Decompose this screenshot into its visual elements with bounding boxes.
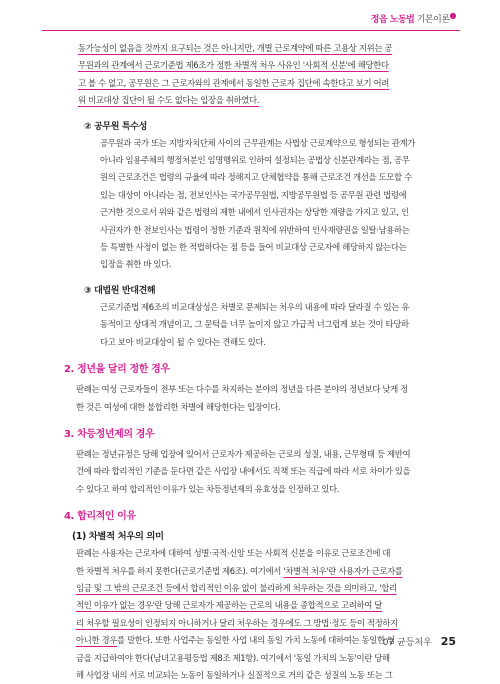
section-4-line: 금을 지급하여야 한다(남녀고용평등법 제8조 제1항). 여기에서 '동일 가치의 노동'이란 당해	[76, 652, 390, 663]
header-rule	[42, 30, 460, 31]
section-3-line: 판례는 정년규정은 당해 업장에 있어서 근로자가 제공하는 근로의 성질, 내용, 근무형태 등 제반여	[76, 448, 411, 459]
intro-line: 고 볼 수 없고, 공무원은 그 근로자와의 관계에서 동일한 근로자 집단에 속한다고 보기 어려	[78, 77, 390, 88]
section-2-title: 정년을 달리 정한 경우	[77, 364, 170, 376]
section-3-line: 건에 따라 합리적인 기준을 둔다면 같은 사업장 내에서도 직책 또는 직급에 따라 서로 차이가 있을	[76, 466, 411, 477]
intro-paragraph	[78, 40, 450, 110]
item-3-line: 다고 보아 비교대상이 될 수 있다는 견해도 있다.	[100, 336, 266, 347]
page-content	[64, 40, 450, 684]
item-2-line: 입장을 취한 바 있다.	[100, 259, 172, 270]
header-accent: 정읍 노동법	[370, 15, 415, 25]
section-2-heading	[64, 361, 450, 379]
item-2-marker: ②	[84, 121, 92, 132]
footer-chapter: 07 균등처우	[382, 638, 432, 648]
section-2-line: 한 것은 여성에 대한 불합리한 차별에 해당한다는 입장이다.	[76, 401, 281, 412]
section-4-line: 판례는 사용자는 근로자에 대하여 성별·국적·신앙 또는 사회적 신분을 이유로 근로조건에 대	[76, 548, 391, 559]
item-2-line: 근거한 것으로서 위와 같은 법령의 제한 내에서 인사권자는 상당한 재량을 가지고 있고, 인	[100, 207, 409, 218]
section-4-title: 합리적인 이유	[77, 511, 136, 523]
header-dot-icon: ●	[449, 11, 456, 20]
item-2-body	[100, 135, 450, 274]
item-2-heading	[84, 119, 450, 135]
section-4-underlined-line: 임금 및 그 밖의 근로조건 등에서 합리적인 이유 없이 불리하게 처우하는 것을 의미하고, '합리	[76, 582, 397, 593]
item-3-line: 근로기준법 제6조의 비교대상성은 차별로 문제되는 처우의 내용에 따라 달라질 수 있는 유	[100, 301, 410, 312]
section-2-line: 판례는 여성 근로자들이 전부 또는 다수를 차지하는 분야의 정년을 다른 분야의 정년보다 낮게 정	[76, 384, 408, 395]
item-3-heading	[84, 283, 450, 299]
section-4-line: 해 사업장 내의 서로 비교되는 노동이 동일하거나 실질적으로 거의 같은 성질의 노동 또는 그	[76, 669, 393, 680]
section-4-underlined-phrase: 아니한 경우	[76, 635, 118, 646]
item-3-title: 대법원 반대견해	[94, 285, 156, 296]
running-header	[371, 12, 456, 25]
item-3-body	[100, 299, 450, 351]
section-4-line: 를 말한다. 또한 사업주는 동일한 사업 내의 동일 가치 노동에 대하여는 동일한 임	[117, 635, 395, 646]
item-2-line: 등 특별한 사정이 없는 한 적법하다는 점 등을 들어 비교대상 근로자에 해당하지 않는다는	[100, 242, 407, 253]
section-4-body	[76, 545, 450, 684]
item-3-marker: ③	[84, 285, 92, 296]
item-2-line: 아니라 임용주체의 행정처분인 임명행위로 인하여 설정되는 공법상 신분관계라는 점, 공무	[100, 155, 410, 166]
item-2-line: 원의 근로조건은 법령의 규율에 따라 정해지고 단체협약을 통해 근로조건 개선을 도모할 수	[100, 172, 412, 183]
section-4-number: 4.	[64, 511, 74, 523]
section-3-heading	[64, 426, 450, 444]
header-title: 기본이론	[416, 15, 450, 25]
section-4-underlined-phrase: '차별적 처우'란 사용자가 근로자를	[283, 565, 403, 576]
page-footer	[383, 635, 456, 648]
page-number: 25	[440, 635, 456, 648]
item-2-title: 공무원 특수성	[94, 121, 147, 132]
intro-line: 무원과의 관계에서 근로기준법 제6조가 정한 차별적 처우 사유인 '사회적 신분'에 해당한다	[78, 60, 389, 71]
intro-line: 동가능성이 없음을 것까지 요구되는 것은 아니지만, 개별 근로계약에 따른 고용상 지위는 공	[78, 43, 393, 53]
section-4-underlined-line: 리 처우할 필요성이 인정되지 아니하거나 달리 처우하는 경우에도 그 방법·정도 등이 적정하지	[76, 617, 398, 628]
section-3-line: 수 있다고 하여 합리적인 이유가 있는 차등정년제의 유효성을 인정하고 있다.	[76, 483, 340, 494]
section-2-body	[76, 381, 450, 416]
item-3-line: 동적이고 상대적 개념이고, 그 문턱을 너무 높이지 않고 가급적 너그럽게 보는 것이 타당하	[100, 319, 409, 330]
intro-line: 워 비교대상 집단이 될 수도 없다는 입장을 취하였다.	[78, 95, 260, 106]
item-2-line: 사권자가 한 전보인사는 법령이 정한 기준과 원칙에 위반하여 인사재량권을 일탈·남용하는	[100, 224, 410, 235]
item-2-line: 공무원과 국가 또는 지방자치단체 사이의 근무관계는 사법상 근로계약으로 형성되는 관계가	[100, 137, 415, 148]
section-4-heading	[64, 508, 450, 526]
section-3-number: 3.	[64, 428, 74, 440]
section-4-underlined-line: 적인 이유가 없는 경우'란 당해 근로자가 제공하는 근로의 내용을 종합적으로 고려하여 달	[76, 600, 383, 611]
section-2-number: 2.	[64, 364, 74, 376]
section-4-line: 한 차별적 처우를 하지 못한다(근로기준법 제6조). 여기에서	[76, 565, 284, 576]
section-3-title: 차등정년제의 경우	[77, 428, 155, 440]
item-2-line: 있는 대상이 아니라는 점, 전보인사는 국가공무원법, 지방공무원법 등 공무원 관련 법령에	[100, 189, 407, 200]
section-3-body	[76, 446, 450, 498]
section-4-subheading: (1) 차별적 처우의 의미	[72, 531, 164, 543]
